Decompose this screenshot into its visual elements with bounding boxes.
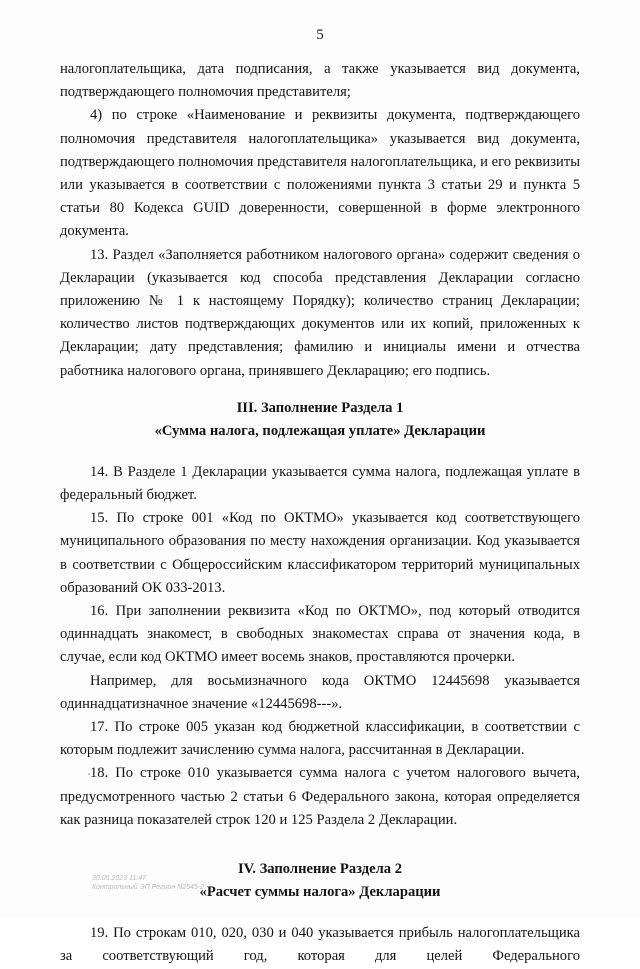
paragraph-15: 15. По строке 001 «Код по ОКТМО» указывается код соответствующего муниципального образования по месту нахождения организации. Код указывается в соответствии с Общероссийским классификатором территорий муниципальных образований ОК 033-2013. <box>60 510 580 596</box>
paragraph-16-example: Например, для восьмизначного кода ОКТМО 12445698 указывается одиннадцатизначное значение «12445698---». <box>60 672 580 712</box>
section-3-heading <box>60 397 580 443</box>
section-4-heading-line2: «Расчет суммы налога» Декларации <box>199 884 441 901</box>
page-number: 5 <box>316 27 324 43</box>
scan-speck <box>88 773 90 775</box>
paragraph-16: 16. При заполнении реквизита «Код по ОКТМО», под который отводится одиннадцать знакомест, в свободных знакоместах справа от значения кода, в случае, если код ОКТМО имеет восемь знаков, проставляются прочерки. <box>60 603 580 666</box>
paragraph-13: 13. Раздел «Заполняется работником налогового органа» содержит сведения о Декларации (указывается код способа представления Декларации согласно приложению № 1 к настоящему Порядку); количество страниц Декларации; количество листов подтверждающих документов или их копий, приложенных к Декларации; дату представления; фамилию и инициалы имени и отчества работника налогового органа, принявшего Декларацию; его подпись. <box>60 246 580 379</box>
section-3-heading-line2: «Сумма налога, подлежащая уплате» Декларации <box>154 422 486 439</box>
paragraph-4: 4) по строке «Наименование и реквизиты документа, подтверждающего полномочия представителя налогоплательщика» указывается вид документа, подтверждающего полномочия представителя налогоплательщика, и его реквизиты или указывается в соответствии с положениями пункта 3 статьи 29 и пункта 5 статьи 80 Кодекса GUID доверенности, совершенной в форме электронного документа. <box>60 107 580 240</box>
section-4-heading-line1: IV. Заполнение Раздела 2 <box>237 861 403 878</box>
section-3-heading-line1: III. Заполнение Раздела 1 <box>236 399 404 416</box>
stamp-line1: 30.05.2023 11:47 <box>92 875 146 882</box>
electronic-stamp <box>92 874 204 892</box>
paragraph-18: 18. По строке 010 указывается сумма налога с учетом налогового вычета, предусмотренного частью 2 статьи 6 Федерального закона, которая определяется как разница показателей строк 120 и 125 Раздела 2 Декларации. <box>60 765 580 828</box>
paragraph-continuation: налогоплательщика, дата подписания, а также указывается вид документа, подтверждающего полномочия представителя; <box>60 61 580 101</box>
document-body <box>60 58 580 969</box>
paragraph-17: 17. По строке 005 указан код бюджетной классификации, в соответствии с которым подлежит зачислению сумма налога, рассчитанная в Декларации. <box>60 719 580 759</box>
paragraph-19: 19. По строкам 010, 020, 030 и 040 указывается прибыль налогоплательщика за соответствующий год, которая для целей Федерального <box>60 925 580 965</box>
paragraph-14: 14. В Разделе 1 Декларации указывается сумма налога, подлежащая уплате в федеральный бюджет. <box>60 463 580 504</box>
stamp-line2: Контрольный ЭП Регион N2545-2 <box>92 884 204 891</box>
